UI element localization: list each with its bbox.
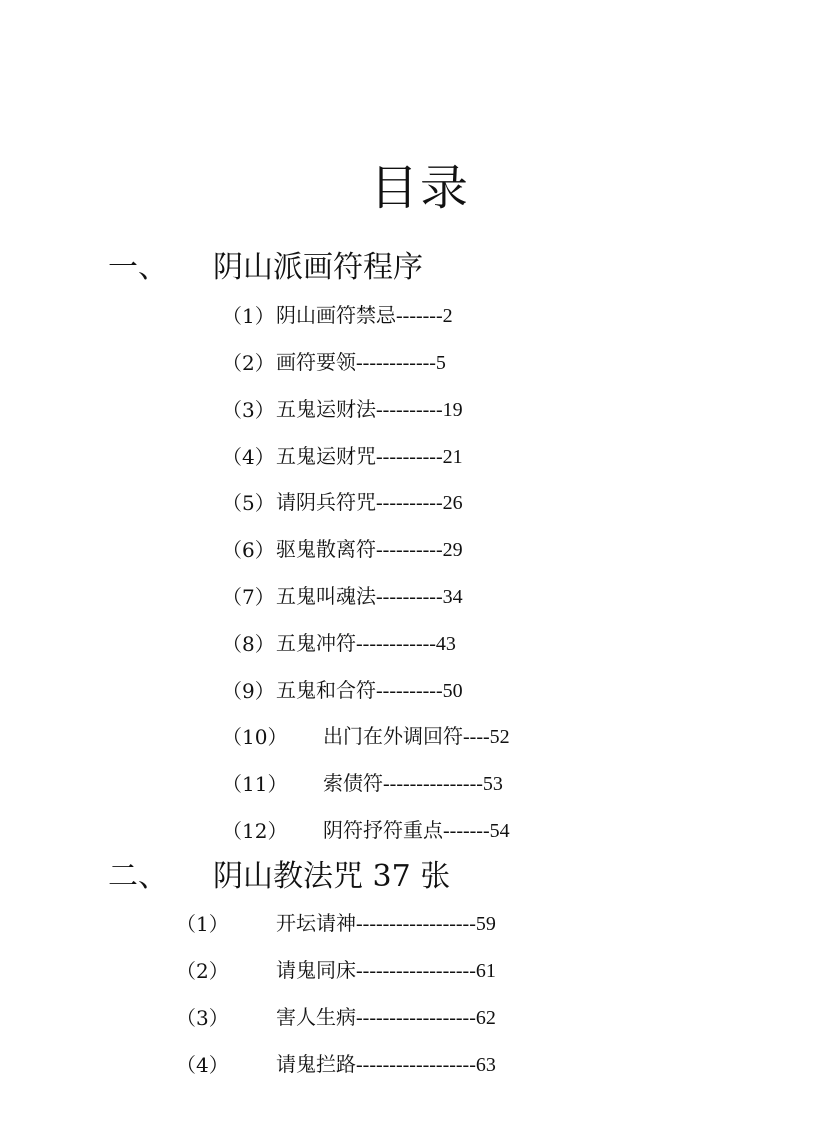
toc-entry-text: 五鬼和合符----------50	[276, 680, 463, 702]
toc-entry-number: （2）	[176, 959, 229, 983]
toc-entry-number: （1）	[176, 912, 229, 936]
toc-entry-number: （6）	[222, 538, 275, 562]
toc-entry-text: 五鬼运财法----------19	[276, 399, 463, 421]
toc-entry-text: 索债符---------------53	[323, 773, 503, 795]
toc-entry-text: 害人生病------------------62	[276, 1007, 496, 1029]
section-title: 阴山派画符程序	[213, 250, 423, 285]
toc-entry-number: （2）	[222, 351, 275, 375]
toc-entry-text: 五鬼运财咒----------21	[276, 446, 463, 468]
toc-entry-number: （10）	[222, 725, 288, 749]
toc-entry-number: （7）	[222, 585, 275, 609]
toc-entry-number: （4）	[222, 445, 275, 469]
toc-entry-number: （3）	[222, 398, 275, 422]
toc-entry-text: 驱鬼散离符----------29	[276, 539, 463, 561]
toc-entry-number: （5）	[222, 491, 275, 515]
toc-entry-number: （3）	[176, 1006, 229, 1030]
toc-entry-number: （9）	[222, 679, 275, 703]
section-number: 一、	[108, 250, 168, 285]
toc-entry-number: （8）	[222, 632, 275, 656]
toc-entry-number: （12）	[222, 819, 288, 843]
toc-entry-text: 出门在外调回符----52	[323, 726, 510, 748]
toc-entry-text: 请阴兵符咒----------26	[276, 492, 463, 514]
toc-entry-number: （4）	[176, 1053, 229, 1077]
section-title: 阴山教法咒 37 张	[213, 859, 451, 894]
toc-entry-text: 阴山画符禁忌-------2	[276, 305, 453, 327]
toc-entry-text: 画符要领------------5	[276, 352, 446, 374]
toc-entry-text: 阴符抒符重点-------54	[323, 820, 510, 842]
toc-entry-text: 五鬼冲符------------43	[276, 633, 456, 655]
toc-entry-number: （1）	[222, 304, 275, 328]
toc-entry-text: 请鬼同床------------------61	[276, 960, 496, 982]
page-title: 目录	[369, 160, 470, 216]
toc-entry-text: 五鬼叫魂法----------34	[276, 586, 463, 608]
section-number: 二、	[108, 859, 168, 894]
toc-entry-text: 请鬼拦路------------------63	[276, 1054, 496, 1076]
toc-entry-number: （11）	[222, 772, 288, 796]
toc-entry-text: 开坛请神------------------59	[276, 913, 496, 935]
